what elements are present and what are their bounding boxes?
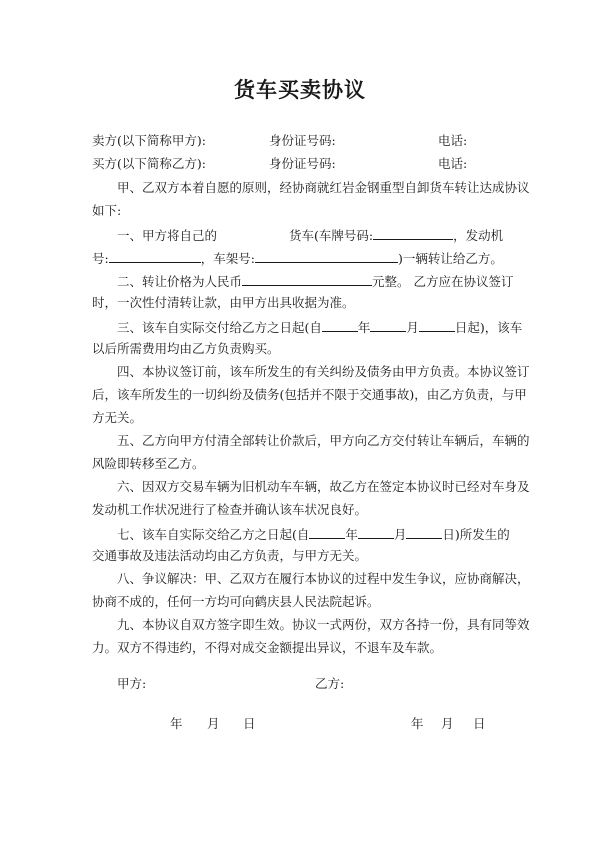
clause-1-text-d: 号:: [92, 251, 109, 266]
seller-label: 卖方(以下简称甲方):: [92, 133, 206, 148]
clause-7-text-b: 年: [345, 527, 358, 542]
engine-number-blank: [109, 249, 201, 263]
clause-1-text-c: ，发动机: [453, 228, 504, 243]
seller-phone-label: 电话:: [438, 133, 468, 148]
clause-8-line-2: 协商不成的，任何一方均可向鹤庆县人民法院起诉。: [92, 594, 380, 609]
clause-5-line-1: 五、乙方向甲方付清全部转让价款后，甲方向乙方交付转让车辆后，车辆的: [117, 433, 530, 448]
seller-id-label: 身份证号码:: [269, 133, 336, 148]
clause-3-text-a: 三、该车自实际交付给乙方之日起(自: [117, 320, 322, 335]
party-a-signature-label: 甲方:: [117, 676, 147, 691]
party-a-date-day: 日: [243, 716, 256, 731]
buyer-label: 买方(以下简称乙方):: [92, 156, 206, 171]
clause-3-text-c: 月: [406, 320, 419, 335]
party-b-date-month: 月: [441, 716, 454, 731]
handover-year-blank: [309, 525, 345, 539]
clause-9-line-1: 九、本协议自双方签字即生效。协议一式两份，双方各持一份，具有同等效: [117, 617, 530, 632]
clause-4-line-2: 后，该车所发生的一切纠纷及债务(包括并不限于交通事故)，由乙方负责，与甲: [92, 387, 527, 402]
clause-5-line-2: 风险即转移至乙方。: [92, 456, 205, 471]
clause-3-line-2: 以后所需费用均由乙方负责购买。: [92, 341, 280, 356]
intro-line-2: 如下:: [92, 203, 122, 218]
clause-7-line-1: [117, 525, 510, 543]
clause-7-text-d: 日)所发生的: [442, 527, 510, 542]
clause-2-line-1: [117, 272, 514, 290]
clause-2-line-2: 时，一次性付清转让款，由甲方出具收据为准。: [92, 295, 355, 310]
party-a-date-month: 月: [207, 716, 220, 731]
clause-6-line-1: 六、因双方交易车辆为旧机动车车辆，故乙方在签定本协议时已经对车身及: [117, 479, 530, 494]
delivery-day-blank: [419, 318, 455, 332]
clause-1-line-1: [117, 226, 503, 244]
handover-month-blank: [358, 525, 394, 539]
clause-7-line-2: 交通事故及违法活动均由乙方负责，与甲方无关。: [92, 548, 368, 563]
delivery-month-blank: [370, 318, 406, 332]
delivery-year-blank: [322, 318, 358, 332]
clause-9-line-2: 力。双方不得违约，不得对成交金额提出异议，不退车及车款。: [92, 640, 443, 655]
clause-3-line-1: [117, 318, 522, 336]
plate-number-blank: [373, 226, 453, 240]
clause-2-text-b: 元整。 乙方应在协议签订: [372, 274, 514, 289]
party-a-date-year: 年: [170, 716, 183, 731]
clause-4-line-3: 方无关。: [92, 410, 143, 425]
buyer-phone-label: 电话:: [438, 156, 468, 171]
frame-number-blank: [255, 249, 398, 263]
clause-4-line-1: 四、本协议签订前，该车所发生的有关纠纷及债务由甲方负责。本协议签订: [117, 364, 530, 379]
clause-8-line-1: 八、争议解决：甲、乙双方在履行本协议的过程中发生争议，应协商解决，: [117, 571, 530, 586]
clause-1-text-f: )一辆转让给乙方。: [397, 251, 503, 266]
buyer-id-label: 身份证号码:: [269, 156, 336, 171]
clause-7-text-c: 月: [393, 527, 407, 542]
document-title: 货车买卖协议: [234, 77, 366, 102]
party-b-signature-label: 乙方:: [315, 676, 345, 691]
clause-1-text-b: 货车(车牌号码:: [289, 228, 374, 243]
clause-1-text-e: ，车架号:: [200, 251, 255, 266]
clause-6-line-2: 发动机工作状况进行了检查并确认该车状况良好。: [92, 502, 368, 517]
clause-1-line-2: [92, 249, 503, 267]
price-blank: [242, 272, 372, 286]
intro-line-1: 甲、乙双方本着自愿的原则，经协商就红岩金钢重型自卸货车转让达成协议: [117, 180, 530, 195]
handover-day-blank: [406, 525, 442, 539]
clause-1-text-a: 一、甲方将自己的: [117, 228, 218, 243]
party-b-date-day: 日: [473, 716, 486, 731]
clause-2-text-a: 二、转让价格为人民币: [117, 274, 243, 289]
clause-7-text-a: 七、该车自实际交给乙方之日起(自: [117, 527, 310, 542]
clause-3-text-d: 日起)，该车: [454, 320, 523, 335]
party-b-date-year: 年: [411, 716, 424, 731]
clause-3-text-b: 年: [357, 320, 371, 335]
